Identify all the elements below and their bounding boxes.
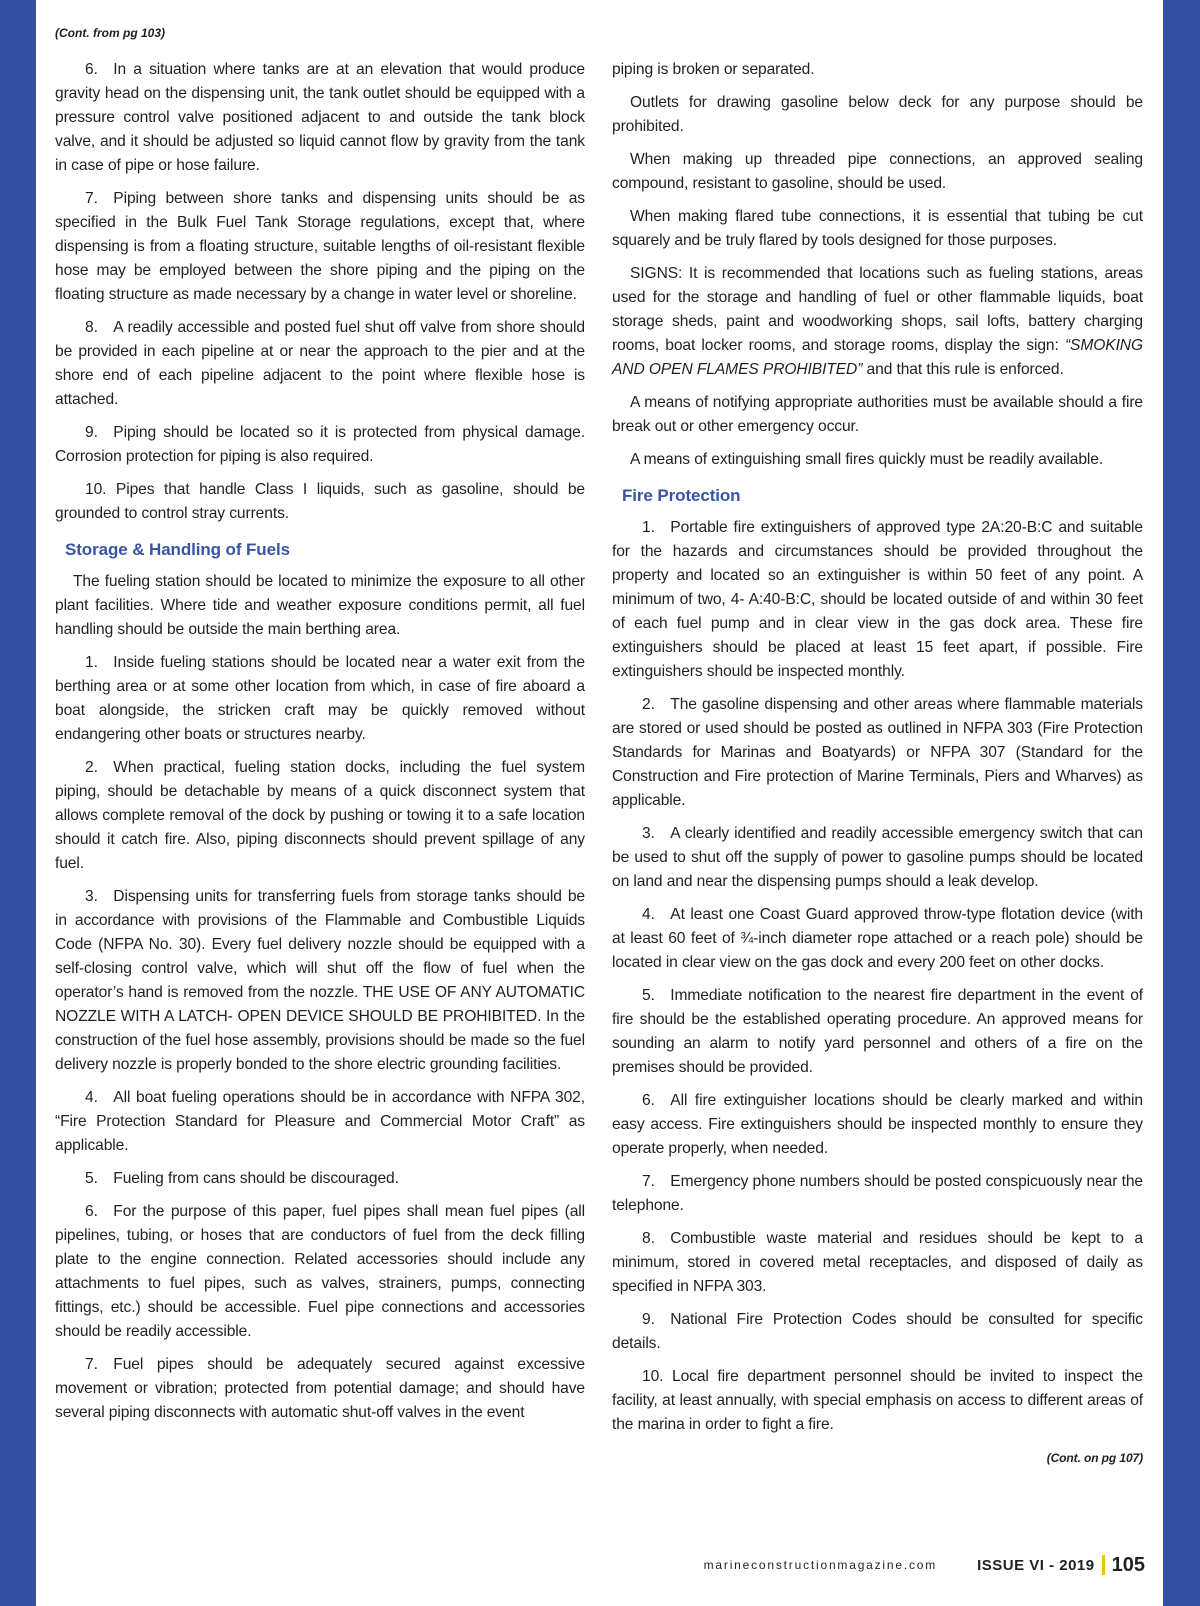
section-heading-storage: Storage & Handling of Fuels bbox=[65, 540, 290, 559]
signs-paragraph bbox=[612, 262, 1143, 382]
paragraph: A means of notifying appropriate authorities must be available should a fire break out or other emergency occur. bbox=[612, 394, 1143, 435]
paragraph: 5. Immediate notification to the nearest fire department in the event of fire should be the established operating procedure. An approved means for sounding an alarm to notify yard personnel and others of a fire on the premises should be provided. bbox=[612, 987, 1143, 1076]
paragraph: 7. Emergency phone numbers should be posted conspicuously near the telephone. bbox=[612, 1173, 1143, 1214]
paragraph: 2. When practical, fueling station docks, including the fuel system piping, should be detachable by means of a quick disconnect system that allows complete removal of the dock by pushing or towing it to a safe location should it catch fire. Also, piping disconnects should prevent spillage of any fuel. bbox=[55, 759, 585, 872]
paragraph: piping is broken or separated. bbox=[612, 61, 815, 78]
paragraph: 2. The gasoline dispensing and other areas where flammable materials are stored or used should be posted as outlined in NFPA 303 (Fire Protection Standards for Marinas and Boatyards) or NFPA 307 (Standard for the Construction and Fire protection of Marine Terminals, Piers and Wharves) as applicable. bbox=[612, 696, 1143, 809]
paragraph: A means of extinguishing small fires quickly must be readily available. bbox=[630, 451, 1104, 468]
paragraph: 10. Local fire department personnel should be invited to inspect the facility, at least annually, with special emphasis on access to different areas of the marina in order to fight a fire. bbox=[612, 1368, 1143, 1433]
footer-website: marineconstructionmagazine.com bbox=[703, 1558, 938, 1572]
continued-from-note: (Cont. from pg 103) bbox=[55, 26, 165, 40]
signs-text-before: SIGNS: It is recommended that locations such as fueling stations, areas used for the storage and handling of fuel or other flammable liquids, boat storage sheds, paint and woodworking shops, sail lofts, battery charging rooms, boat locker rooms, and storage rooms, display the sign: bbox=[612, 265, 1143, 354]
footer-issue: ISSUE VI - 2019 bbox=[977, 1556, 1095, 1574]
section-heading-fire-protection: Fire Protection bbox=[622, 486, 741, 505]
paragraph: 6. For the purpose of this paper, fuel pipes shall mean fuel pipes (all pipelines, tubing, or hoses that are conductors of fuel from the deck filling plate to the engine connection. Related accessories should include any attachments to fuel pipes, such as valves, strainers, pumps, connecting fittings, etc.) should be accessible. Fuel pipe connections and accessories should be readily accessible. bbox=[55, 1203, 585, 1340]
paragraph: When making up threaded pipe connections, an approved sealing compound, resistant to gasoline, should be used. bbox=[612, 151, 1143, 192]
sign-text: “SMOKING AND OPEN FLAMES PROHIBITED” bbox=[612, 337, 1143, 378]
paragraph: When making flared tube connections, it is essential that tubing be cut squarely and be truly flared by tools designed for those purposes. bbox=[612, 208, 1143, 249]
left-margin-bar bbox=[0, 0, 36, 1606]
paragraph: 6. In a situation where tanks are at an elevation that would produce gravity head on the dispensing unit, the tank outlet should be equipped with a pressure control valve positioned adjacent to and outside the tank block valve, and it should be adjusted so liquid cannot flow by gravity from the tank in case of pipe or hose failure. bbox=[55, 61, 585, 174]
paragraph: 3. A clearly identified and readily accessible emergency switch that can be used to shut off the supply of power to gasoline pumps should be located on land and near the dispensing pumps should a leak develop. bbox=[612, 825, 1143, 890]
paragraph: 1. Portable fire extinguishers of approved type 2A:20-B:C and suitable for the hazards and circumstances should be provided throughout the property and located so an extinguisher is within 50 feet of any point. A minimum of two, 4- A:40-B:C, should be located outside of and within 30 feet of each fuel pump and in clear view in the gas dock area. These fire extinguishers should be placed at least 15 feet apart, if possible. Fire extinguishers should be inspected monthly. bbox=[612, 519, 1143, 680]
page-number: 105 bbox=[1111, 1553, 1145, 1576]
paragraph: 10. Pipes that handle Class I liquids, such as gasoline, should be grounded to control stray currents. bbox=[55, 481, 585, 522]
paragraph: 8. Combustible waste material and residues should be kept to a minimum, stored in covered metal receptacles, and disposed of daily as specified in NFPA 303. bbox=[612, 1230, 1143, 1295]
paragraph: 3. Dispensing units for transferring fuels from storage tanks should be in accordance with provisions of the Flammable and Combustible Liquids Code (NFPA No. 30). Every fuel delivery nozzle should be equipped with a self-closing control valve, which will shut off the flow of fuel when the operator’s hand is removed from the nozzle. THE USE OF ANY AUTOMATIC NOZZLE WITH A LATCH- OPEN DEVICE SHOULD BE PROHIBITED. In the construction of the fuel hose assembly, provisions should be made so the fuel delivery nozzle is properly bonded to the shore electric grounding facilities. bbox=[55, 888, 585, 1073]
footer-separator bbox=[1102, 1555, 1105, 1575]
paragraph: 6. All fire extinguisher locations should be clearly marked and within easy access. Fire extinguishers should be inspected monthly to ensure they operate properly, when needed. bbox=[612, 1092, 1143, 1157]
paragraph: The fueling station should be located to minimize the exposure to all other plant facilities. Where tide and weather exposure conditions permit, all fuel handling should be outside the main berthing area. bbox=[55, 573, 585, 638]
paragraph: 9. National Fire Protection Codes should be consulted for specific details. bbox=[612, 1311, 1143, 1352]
continued-on-note: (Cont. on pg 107) bbox=[1046, 1451, 1143, 1465]
right-margin-bar bbox=[1163, 0, 1200, 1606]
paragraph: 9. Piping should be located so it is protected from physical damage. Corrosion protection for piping is also required. bbox=[55, 424, 585, 465]
signs-text-after: and that this rule is enforced. bbox=[862, 361, 1064, 378]
paragraph: Outlets for drawing gasoline below deck for any purpose should be prohibited. bbox=[612, 94, 1143, 135]
paragraph: 4. At least one Coast Guard approved throw-type flotation device (with at least 60 feet of ¾-inch diameter rope attached or a reach pole) should be located in clear view on the gas dock and every 200 feet on other docks. bbox=[612, 906, 1143, 971]
page-footer bbox=[680, 1553, 1145, 1577]
paragraph: 4. All boat fueling operations should be in accordance with NFPA 302, “Fire Protection Standard for Pleasure and Commercial Motor Craft” as applicable. bbox=[55, 1089, 585, 1154]
paragraph: 7. Piping between shore tanks and dispensing units should be as specified in the Bulk Fuel Tank Storage regulations, except that, where dispensing is from a floating structure, suitable lengths of oil-resistant flexible hose may be employed between the shore piping and the piping on the floating structure as made necessary by a change in water level or shoreline. bbox=[55, 190, 585, 303]
left-column bbox=[55, 58, 585, 1434]
paragraph: 8. A readily accessible and posted fuel shut off valve from shore should be provided in each pipeline at or near the approach to the pier and at the shore end of each pipeline adjacent to the point where flexible hose is attached. bbox=[55, 319, 585, 408]
paragraph: 5. Fueling from cans should be discouraged. bbox=[85, 1170, 399, 1187]
right-column bbox=[612, 58, 1143, 1479]
paragraph: 1. Inside fueling stations should be located near a water exit from the berthing area or at some other location from which, in case of fire aboard a boat alongside, the stricken craft may be quickly removed without endangering other boats or structures nearby. bbox=[55, 654, 585, 743]
paragraph: 7. Fuel pipes should be adequately secured against excessive movement or vibration; protected from potential damage; and should have several piping disconnects with automatic shut-off valves in the event bbox=[55, 1356, 585, 1421]
